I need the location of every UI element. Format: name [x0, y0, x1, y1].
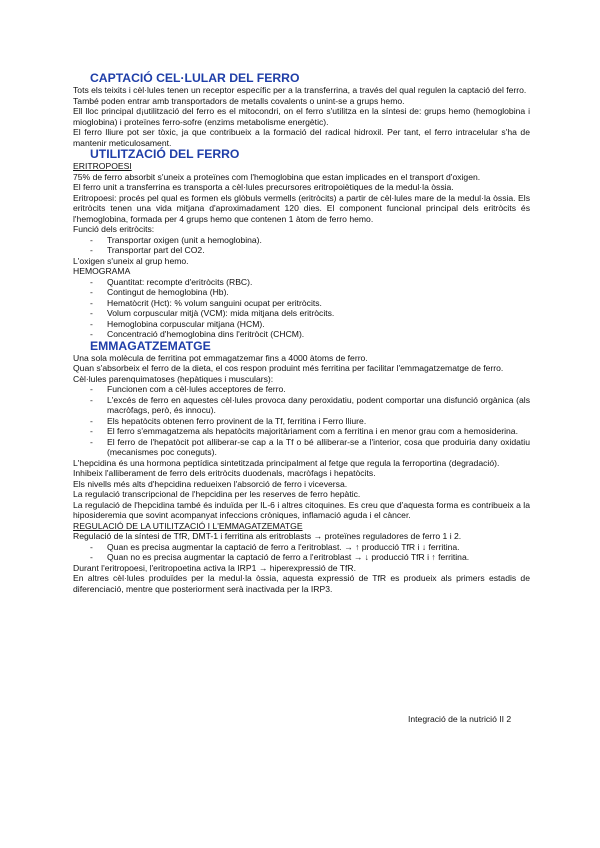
paragraph: 75% de ferro absorbit s'uneix a proteïnes com l'hemoglobina que estan implicades en el transport d'oxigen.	[73, 171, 481, 182]
list-item: - Els hepatòcits obtenen ferro provinent de la Tf, ferritina i Ferro lliure.	[73, 416, 530, 427]
paragraph: Tots els teixits i cèl·lules tenen un receptor específic per a la transferrina, a través del qual regulen la captació del ferro.	[73, 85, 527, 95]
heading-utilitzacio: UTILITZACIÓ DEL FERRO	[90, 147, 240, 161]
paragraph: El ferro unit a transferrina es transporta a cèl·lules precursores eritropoiètiques de la medul·la òssia.	[73, 182, 454, 192]
document-body	[73, 72, 530, 594]
list-item: - Hematòcrit (Hct): % volum sanguini ocupat per eritròcits.	[73, 298, 530, 309]
paragraph: Durant l'eritropoesi, l'eritropoetina activa la IRP1 → hiperexpressió de TfR.	[73, 562, 357, 573]
paragraph: Els nivells més alts d'hepcidina redueixen l'absorció de ferro i viceversa.	[73, 478, 348, 489]
list-item: - Volum corpuscular mitjà (VCM): mida mitjana dels eritròcits.	[73, 308, 530, 319]
heading-captacio: CAPTACIÓ CEL·LULAR DEL FERRO	[90, 71, 300, 85]
list-item: - Quan es precisa augmentar la captació de ferro a l'eritroblast. → ↑ producció TfR i ↓ ferritina.	[73, 542, 530, 553]
paragraph: Cèl·lules parenquimatoses (hepàtiques i musculars):	[73, 373, 274, 384]
list-item: - El ferro de l'hepatòcit pot alliberar-se cap a la Tf o bé alliberar-se a l'interior, cosa que produiria dany oxidatiu (mecanismes poc coneguts).	[73, 437, 530, 458]
list-item: - Quan no es precisa augmentar la captació de ferro a l'eritroblast → ↓ producció TfR i ↑ ferritina.	[73, 552, 530, 563]
list-item: - Hemoglobina corpuscular mitjana (HCM).	[73, 319, 530, 330]
paragraph: Quan s'absorbeix el ferro de la dieta, el cos respon produint més ferritina per facilitar l'emmagatzematge de ferro.	[73, 363, 504, 373]
regulacio-list	[73, 542, 530, 563]
paragraph: Una sola molècula de ferritina pot emmagatzemar fins a 4000 àtoms de ferro.	[73, 352, 368, 363]
list-item: - Quantitat: recompte d'eritròcits (RBC).	[73, 277, 530, 288]
list-item: - L'excés de ferro en aquestes cèl·lules provoca dany peroxidatiu, podent comportar una disfunció orgànica (als macròfags, però, és innocu).	[73, 395, 530, 416]
paragraph: El ferro lliure pot ser tòxic, ja que contribueix a la formació del radical hidroxil. Per tant, el ferro intracelular s'ha de mantenir meticulosament.	[73, 127, 530, 148]
paragraph: Eritropoesi: procés pel qual es formen els glòbuls vermells (eritròcits) a partir de cèl·lules mare de la medul·la òssia. Els eritròcits tenen una vida mitjana d'aproximadament 120 dies. El component funcional principal dels eritròcits és l'hemoglobina, formada per 4 grups hemo que contenen 1 àtom de ferro hemo.	[73, 192, 530, 224]
paragraph: En altres cèl·lules produïdes per la medul·la òssia, aquesta expressió de TfR es produeix als primers estadis de diferenciació, mentre que posteriorment serà inactivada per la IRP3.	[73, 573, 530, 594]
list-item: - Concentració d'hemoglobina dins l'eritròcit (CHCM).	[73, 329, 530, 340]
paragraph: Regulació de la síntesi de TfR, DMT-1 i ferritina als eritroblasts → proteïnes reguladores de ferro 1 i 2.	[73, 531, 462, 541]
list-item: - Transportar oxigen (unit a hemoglobina).	[73, 235, 530, 246]
subheading-eritropoesi: ERITROPOESI	[73, 161, 132, 171]
functions-list	[73, 235, 530, 256]
list-item: - Transportar part del CO2.	[73, 245, 530, 256]
list-item: - Contingut de hemoglobina (Hb).	[73, 287, 530, 298]
paragraph: També poden entrar amb transportadors de metalls covalents o unint-se a grups hemo.	[73, 95, 405, 106]
subheading-regulacio: REGULACIÓ DE LA UTILITZACIÓ I L'EMMAGATZEMATGE	[73, 520, 303, 531]
paragraph: Inhibeix l'alliberament de ferro dels eritròcits duodenals, macròfags i hepatòcits.	[73, 468, 376, 478]
paragraph: L'oxigen s'uneix al grup hemo.	[73, 255, 189, 266]
hemograma-list	[73, 277, 530, 340]
paragraph: Funció dels eritròcits:	[73, 224, 155, 234]
parenquimatoses-list	[73, 384, 530, 458]
list-item: - El ferro s'emmagatzema als hepatòcits majoritàriament com a ferritina i en menor grau com a hemosiderina.	[73, 426, 530, 437]
page-footer: Integració de la nutrició II 2	[408, 714, 512, 724]
paragraph: La regulació de l'hepcidina també és induïda per IL-6 i altres citoquines. Es creu que d'aquesta forma es contribueix a la hiposideremia que sovint acompanyat infeccions cròniques, inflamació aguda i el càncer.	[73, 499, 530, 520]
heading-emmagatzematge: EMMAGATZEMATGE	[90, 338, 211, 353]
subheading-hemograma: HEMOGRAMA	[73, 266, 131, 276]
paragraph: L'hepcidina és una hormona peptídica sintetitzada principalment al fetge que regula la ferroportina (degradació).	[73, 457, 500, 468]
paragraph: Ell lloc principal d¡utilització del ferro es el mitocondri, on el ferro s'utilitza en la síntesi de: grups hemo (hemoglobina i mioglobina) i proteïnes ferro-sofre (enzims metabolisme energètic).	[73, 106, 530, 127]
paragraph: La regulació transcripcional de l'hepcidina per les reserves de ferro hepàtic.	[73, 489, 361, 499]
list-item: - Funcionen com a cèl·lules acceptores de ferro.	[73, 384, 530, 395]
